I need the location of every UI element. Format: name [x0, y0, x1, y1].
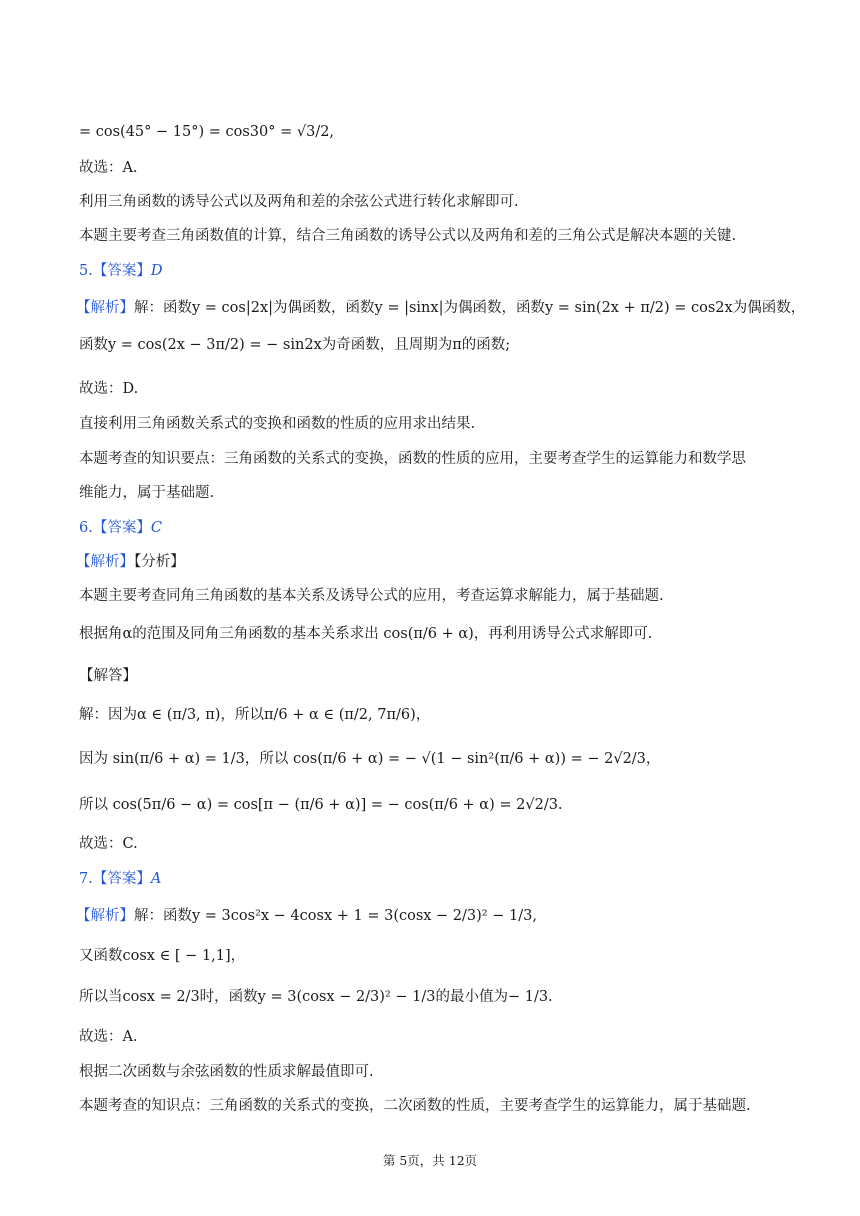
choice-line: 故选：D. — [79, 381, 139, 397]
answer-letter: C — [150, 520, 162, 536]
answer-number: 7. — [79, 871, 93, 887]
math-line-minimum: 所以当cosx = 2/3时，函数y = 3(cosx − 2/3)² − 1/3的最小值为− 1/3. — [79, 989, 553, 1005]
analysis-tag: 【解析】 — [76, 908, 134, 924]
answer-number: 6. — [79, 520, 93, 536]
analysis-text: 解：函数y = cos|2x|为偶函数，函数y = |sinx|为偶函数，函数y = sin(2x + π/2) = cos2x为偶函数， — [134, 300, 806, 316]
choice-line: 故选：A. — [79, 160, 138, 176]
choice-line: 故选：A. — [79, 1029, 138, 1045]
solution-line-cos: 因为 sin(π/6 + α) = 1/3，所以 cos(π/6 + α) = − √(1 − sin²(π/6 + α)) = − 2√2/3， — [79, 751, 661, 767]
method-line: 根据角α的范围及同角三角函数的基本关系求出 cos(π/6 + α)，再利用诱导公式求解即可. — [79, 626, 653, 642]
solution-line-range: 解：因为α ∈ (π/3, π)，所以π/6 + α ∈ (π/2, 7π/6)， — [79, 707, 431, 723]
answer-tag: 【答案】 — [92, 871, 151, 887]
math-line-domain: 又函数cosx ∈ [ − 1,1]， — [79, 948, 246, 964]
analysis-line-6 — [76, 552, 796, 572]
analysis-line-5 — [76, 298, 806, 318]
summary-line: 本题主要考查三角函数值的计算，结合三角函数的诱导公式以及两角和差的三角公式是解决本题的关键. — [79, 228, 737, 244]
math-line-cos-result: = cos(45° − 15°) = cos30° = √3/2, — [79, 124, 335, 140]
answer-letter: A — [150, 871, 162, 887]
answer-tag: 【答案】 — [92, 520, 151, 536]
method-line: 利用三角函数的诱导公式以及两角和差的余弦公式进行转化求解即可. — [79, 194, 519, 210]
answer-tag: 【答案】 — [92, 263, 151, 279]
method-line: 根据二次函数与余弦函数的性质求解最值即可. — [79, 1064, 374, 1080]
page-footer: 第 5页，共 12页 — [382, 1153, 478, 1168]
math-line-odd-function: 函数y = cos(2x − 3π/2) = − sin2x为奇函数，且周期为π的函数; — [79, 337, 511, 353]
summary-line: 本题考查的知识点：三角函数的关系式的变换，二次函数的性质，主要考查学生的运算能力，属于基础题. — [79, 1098, 751, 1114]
analysis-line-7 — [76, 906, 796, 926]
answer-number: 5. — [79, 263, 93, 279]
answer-heading-5 — [79, 261, 799, 281]
method-line: 直接利用三角函数关系式的变换和函数的性质的应用求出结果. — [79, 416, 476, 432]
analysis-text: 【分析】 — [134, 554, 185, 570]
solution-line-result: 所以 cos(5π/6 − α) = cos[π − (π/6 + α)] = − cos(π/6 + α) = 2√2/3. — [79, 797, 563, 813]
analysis-tag: 【解析】 — [76, 300, 134, 316]
answer-heading-6 — [79, 518, 799, 538]
analysis-body-line: 本题主要考查同角三角函数的基本关系及诱导公式的应用，考查运算求解能力，属于基础题. — [79, 588, 664, 604]
solution-heading: 【解答】 — [79, 668, 137, 684]
summary-line: 本题考查的知识要点：三角函数的关系式的变换，函数的性质的应用，主要考查学生的运算能力和数学思 — [79, 451, 746, 467]
summary-line-continued: 维能力，属于基础题. — [79, 485, 215, 501]
answer-letter: D — [150, 263, 163, 279]
analysis-text: 解：函数y = 3cos²x − 4cosx + 1 = 3(cosx − 2/3)² − 1/3, — [134, 908, 537, 924]
choice-line: 故选：C. — [79, 836, 138, 852]
analysis-tag: 【解析】 — [76, 554, 134, 570]
answer-heading-7 — [79, 869, 799, 889]
